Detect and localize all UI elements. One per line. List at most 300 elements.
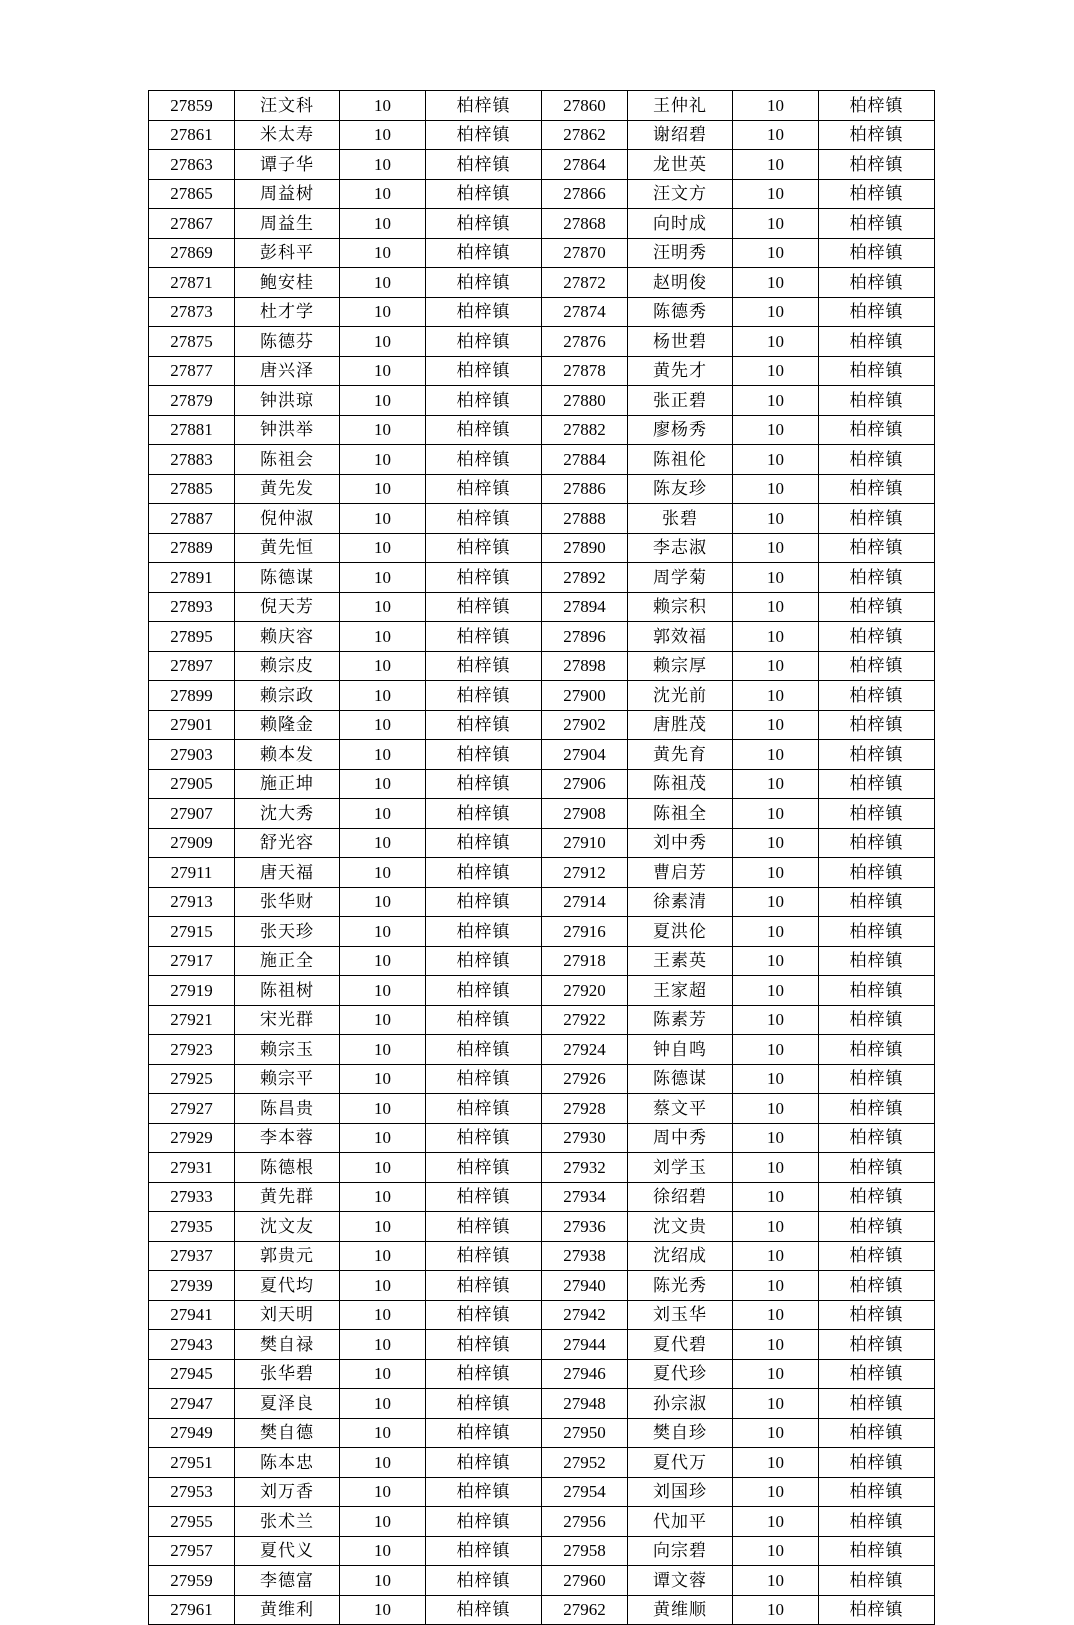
cell-name: 唐天福 (235, 858, 340, 888)
cell-id: 27894 (542, 592, 628, 622)
cell-amount: 10 (733, 120, 819, 150)
cell-id: 27924 (542, 1035, 628, 1065)
cell-amount: 10 (340, 1507, 426, 1537)
cell-town: 柏梓镇 (819, 415, 935, 445)
table-row (149, 91, 935, 121)
cell-id: 27864 (542, 150, 628, 180)
cell-id: 27944 (542, 1330, 628, 1360)
cell-town: 柏梓镇 (819, 563, 935, 593)
cell-name: 陈昌贵 (235, 1094, 340, 1124)
cell-name: 沈绍成 (628, 1241, 733, 1271)
cell-amount: 10 (340, 504, 426, 534)
cell-town: 柏梓镇 (426, 1005, 542, 1035)
cell-amount: 10 (340, 917, 426, 947)
cell-amount: 10 (733, 1094, 819, 1124)
cell-amount: 10 (340, 1212, 426, 1242)
cell-town: 柏梓镇 (426, 946, 542, 976)
cell-name: 陈祖茂 (628, 769, 733, 799)
cell-amount: 10 (340, 769, 426, 799)
cell-id: 27905 (149, 769, 235, 799)
cell-town: 柏梓镇 (819, 1064, 935, 1094)
cell-name: 谢绍碧 (628, 120, 733, 150)
cell-amount: 10 (340, 828, 426, 858)
table-row (149, 622, 935, 652)
cell-id: 27953 (149, 1477, 235, 1507)
cell-name: 赖宗积 (628, 592, 733, 622)
cell-id: 27872 (542, 268, 628, 298)
cell-amount: 10 (733, 1330, 819, 1360)
cell-town: 柏梓镇 (426, 504, 542, 534)
cell-name: 向宗碧 (628, 1536, 733, 1566)
cell-town: 柏梓镇 (819, 1241, 935, 1271)
cell-amount: 10 (733, 710, 819, 740)
cell-amount: 10 (340, 799, 426, 829)
cell-town: 柏梓镇 (426, 1123, 542, 1153)
table-row (149, 179, 935, 209)
cell-id: 27943 (149, 1330, 235, 1360)
cell-town: 柏梓镇 (426, 1536, 542, 1566)
cell-name: 黄先才 (628, 356, 733, 386)
cell-town: 柏梓镇 (426, 297, 542, 327)
cell-id: 27907 (149, 799, 235, 829)
cell-id: 27929 (149, 1123, 235, 1153)
table-row (149, 1271, 935, 1301)
cell-id: 27957 (149, 1536, 235, 1566)
cell-id: 27898 (542, 651, 628, 681)
cell-id: 27910 (542, 828, 628, 858)
cell-amount: 10 (340, 1330, 426, 1360)
cell-amount: 10 (733, 386, 819, 416)
cell-id: 27867 (149, 209, 235, 239)
cell-amount: 10 (733, 1271, 819, 1301)
cell-town: 柏梓镇 (819, 1212, 935, 1242)
cell-name: 陈光秀 (628, 1271, 733, 1301)
cell-amount: 10 (733, 356, 819, 386)
cell-id: 27919 (149, 976, 235, 1006)
cell-town: 柏梓镇 (426, 474, 542, 504)
table-row (149, 1182, 935, 1212)
cell-town: 柏梓镇 (819, 681, 935, 711)
cell-name: 刘中秀 (628, 828, 733, 858)
cell-amount: 10 (733, 1123, 819, 1153)
cell-town: 柏梓镇 (426, 622, 542, 652)
table-row (149, 1035, 935, 1065)
cell-id: 27891 (149, 563, 235, 593)
cell-name: 夏泽良 (235, 1389, 340, 1419)
cell-amount: 10 (733, 769, 819, 799)
table-row (149, 887, 935, 917)
cell-name: 黄维利 (235, 1595, 340, 1625)
cell-id: 27911 (149, 858, 235, 888)
cell-name: 郭贵元 (235, 1241, 340, 1271)
cell-id: 27878 (542, 356, 628, 386)
cell-town: 柏梓镇 (426, 858, 542, 888)
cell-id: 27925 (149, 1064, 235, 1094)
table-row (149, 592, 935, 622)
cell-id: 27920 (542, 976, 628, 1006)
cell-name: 施正全 (235, 946, 340, 976)
cell-name: 赖庆容 (235, 622, 340, 652)
cell-id: 27884 (542, 445, 628, 475)
cell-amount: 10 (340, 681, 426, 711)
cell-amount: 10 (733, 1507, 819, 1537)
table-row (149, 327, 935, 357)
cell-name: 钟洪琼 (235, 386, 340, 416)
cell-amount: 10 (733, 917, 819, 947)
cell-amount: 10 (340, 415, 426, 445)
cell-town: 柏梓镇 (819, 592, 935, 622)
table-row (149, 1566, 935, 1596)
cell-town: 柏梓镇 (819, 533, 935, 563)
cell-id: 27890 (542, 533, 628, 563)
cell-id: 27859 (149, 91, 235, 121)
cell-town: 柏梓镇 (819, 1182, 935, 1212)
cell-amount: 10 (340, 268, 426, 298)
cell-town: 柏梓镇 (819, 1300, 935, 1330)
table-row (149, 150, 935, 180)
table-row (149, 1212, 935, 1242)
table-row (149, 356, 935, 386)
cell-name: 刘学玉 (628, 1153, 733, 1183)
cell-name: 陈德芬 (235, 327, 340, 357)
cell-id: 27961 (149, 1595, 235, 1625)
cell-name: 汪明秀 (628, 238, 733, 268)
cell-amount: 10 (340, 1241, 426, 1271)
cell-town: 柏梓镇 (426, 651, 542, 681)
cell-id: 27862 (542, 120, 628, 150)
table-row (149, 415, 935, 445)
cell-name: 李德富 (235, 1566, 340, 1596)
table-row (149, 209, 935, 239)
cell-amount: 10 (340, 445, 426, 475)
cell-amount: 10 (340, 887, 426, 917)
cell-id: 27888 (542, 504, 628, 534)
cell-amount: 10 (733, 563, 819, 593)
cell-id: 27955 (149, 1507, 235, 1537)
cell-town: 柏梓镇 (426, 1064, 542, 1094)
cell-name: 赖宗平 (235, 1064, 340, 1094)
cell-name: 曹启芳 (628, 858, 733, 888)
cell-id: 27946 (542, 1359, 628, 1389)
cell-name: 夏代万 (628, 1448, 733, 1478)
cell-amount: 10 (340, 120, 426, 150)
cell-amount: 10 (340, 1153, 426, 1183)
cell-amount: 10 (733, 828, 819, 858)
cell-id: 27936 (542, 1212, 628, 1242)
cell-town: 柏梓镇 (426, 799, 542, 829)
cell-town: 柏梓镇 (819, 327, 935, 357)
cell-name: 沈文贵 (628, 1212, 733, 1242)
cell-town: 柏梓镇 (426, 268, 542, 298)
cell-id: 27899 (149, 681, 235, 711)
table-row (149, 1477, 935, 1507)
cell-town: 柏梓镇 (819, 209, 935, 239)
cell-amount: 10 (340, 592, 426, 622)
cell-amount: 10 (340, 1595, 426, 1625)
cell-name: 彭科平 (235, 238, 340, 268)
cell-amount: 10 (733, 327, 819, 357)
table-row (149, 445, 935, 475)
cell-town: 柏梓镇 (426, 976, 542, 1006)
cell-town: 柏梓镇 (819, 1035, 935, 1065)
cell-id: 27860 (542, 91, 628, 121)
cell-town: 柏梓镇 (819, 651, 935, 681)
cell-town: 柏梓镇 (426, 1595, 542, 1625)
cell-amount: 10 (733, 946, 819, 976)
cell-town: 柏梓镇 (426, 1153, 542, 1183)
cell-name: 樊自德 (235, 1418, 340, 1448)
cell-id: 27945 (149, 1359, 235, 1389)
cell-amount: 10 (340, 1359, 426, 1389)
table-row (149, 1330, 935, 1360)
cell-name: 赖隆金 (235, 710, 340, 740)
cell-amount: 10 (733, 1182, 819, 1212)
cell-name: 赖本发 (235, 740, 340, 770)
cell-amount: 10 (733, 976, 819, 1006)
cell-amount: 10 (340, 563, 426, 593)
cell-town: 柏梓镇 (819, 1330, 935, 1360)
cell-name: 孙宗淑 (628, 1389, 733, 1419)
cell-town: 柏梓镇 (426, 415, 542, 445)
cell-town: 柏梓镇 (426, 1300, 542, 1330)
cell-town: 柏梓镇 (819, 858, 935, 888)
cell-id: 27886 (542, 474, 628, 504)
cell-amount: 10 (340, 710, 426, 740)
cell-name: 龙世英 (628, 150, 733, 180)
cell-amount: 10 (733, 1153, 819, 1183)
cell-id: 27906 (542, 769, 628, 799)
cell-name: 张碧 (628, 504, 733, 534)
cell-name: 陈德谋 (628, 1064, 733, 1094)
table-row (149, 1153, 935, 1183)
cell-town: 柏梓镇 (819, 622, 935, 652)
cell-id: 27916 (542, 917, 628, 947)
cell-town: 柏梓镇 (426, 710, 542, 740)
table-body (149, 91, 935, 1625)
cell-town: 柏梓镇 (426, 1330, 542, 1360)
cell-town: 柏梓镇 (819, 1477, 935, 1507)
cell-name: 张术兰 (235, 1507, 340, 1537)
cell-town: 柏梓镇 (426, 1566, 542, 1596)
cell-amount: 10 (733, 1035, 819, 1065)
cell-id: 27909 (149, 828, 235, 858)
cell-id: 27938 (542, 1241, 628, 1271)
cell-id: 27949 (149, 1418, 235, 1448)
cell-amount: 10 (733, 1241, 819, 1271)
cell-amount: 10 (340, 238, 426, 268)
cell-amount: 10 (340, 474, 426, 504)
cell-town: 柏梓镇 (819, 1536, 935, 1566)
cell-town: 柏梓镇 (819, 1123, 935, 1153)
cell-amount: 10 (733, 740, 819, 770)
cell-town: 柏梓镇 (819, 120, 935, 150)
cell-name: 黄维顺 (628, 1595, 733, 1625)
cell-amount: 10 (733, 1389, 819, 1419)
table-row (149, 1389, 935, 1419)
cell-name: 赵明俊 (628, 268, 733, 298)
cell-amount: 10 (733, 858, 819, 888)
cell-name: 杜才学 (235, 297, 340, 327)
cell-amount: 10 (340, 209, 426, 239)
table-row (149, 917, 935, 947)
cell-id: 27939 (149, 1271, 235, 1301)
table-row (149, 651, 935, 681)
cell-amount: 10 (340, 1448, 426, 1478)
cell-town: 柏梓镇 (426, 828, 542, 858)
cell-name: 张天珍 (235, 917, 340, 947)
cell-name: 向时成 (628, 209, 733, 239)
cell-name: 陈友珍 (628, 474, 733, 504)
cell-town: 柏梓镇 (426, 179, 542, 209)
cell-amount: 10 (733, 533, 819, 563)
cell-id: 27956 (542, 1507, 628, 1537)
cell-amount: 10 (340, 1477, 426, 1507)
cell-town: 柏梓镇 (819, 769, 935, 799)
cell-town: 柏梓镇 (819, 445, 935, 475)
cell-amount: 10 (340, 1094, 426, 1124)
cell-id: 27875 (149, 327, 235, 357)
cell-town: 柏梓镇 (819, 179, 935, 209)
cell-id: 27892 (542, 563, 628, 593)
cell-amount: 10 (340, 976, 426, 1006)
table-row (149, 1241, 935, 1271)
cell-id: 27933 (149, 1182, 235, 1212)
cell-id: 27926 (542, 1064, 628, 1094)
cell-id: 27951 (149, 1448, 235, 1478)
cell-amount: 10 (340, 858, 426, 888)
cell-id: 27922 (542, 1005, 628, 1035)
cell-name: 杨世碧 (628, 327, 733, 357)
beneficiary-roster-table (148, 90, 935, 1625)
cell-amount: 10 (733, 415, 819, 445)
cell-id: 27918 (542, 946, 628, 976)
cell-id: 27917 (149, 946, 235, 976)
cell-name: 赖宗厚 (628, 651, 733, 681)
cell-name: 陈德秀 (628, 297, 733, 327)
cell-name: 陈祖会 (235, 445, 340, 475)
cell-name: 唐胜茂 (628, 710, 733, 740)
cell-amount: 10 (340, 1300, 426, 1330)
cell-id: 27923 (149, 1035, 235, 1065)
cell-name: 黄先发 (235, 474, 340, 504)
cell-town: 柏梓镇 (819, 946, 935, 976)
cell-town: 柏梓镇 (819, 1418, 935, 1448)
cell-amount: 10 (340, 740, 426, 770)
cell-amount: 10 (733, 91, 819, 121)
cell-amount: 10 (340, 1418, 426, 1448)
table-row (149, 769, 935, 799)
cell-name: 蔡文平 (628, 1094, 733, 1124)
cell-town: 柏梓镇 (819, 1595, 935, 1625)
cell-name: 夏代均 (235, 1271, 340, 1301)
cell-town: 柏梓镇 (426, 1035, 542, 1065)
cell-amount: 10 (733, 1595, 819, 1625)
cell-name: 张华碧 (235, 1359, 340, 1389)
cell-town: 柏梓镇 (819, 887, 935, 917)
table-row (149, 1123, 935, 1153)
cell-amount: 10 (340, 533, 426, 563)
cell-id: 27902 (542, 710, 628, 740)
cell-name: 李本蓉 (235, 1123, 340, 1153)
cell-id: 27912 (542, 858, 628, 888)
cell-name: 赖宗政 (235, 681, 340, 711)
cell-town: 柏梓镇 (819, 917, 935, 947)
cell-amount: 10 (340, 179, 426, 209)
cell-name: 周益树 (235, 179, 340, 209)
table-row (149, 563, 935, 593)
cell-town: 柏梓镇 (426, 592, 542, 622)
cell-name: 倪天芳 (235, 592, 340, 622)
cell-name: 徐绍碧 (628, 1182, 733, 1212)
cell-id: 27893 (149, 592, 235, 622)
cell-amount: 10 (733, 238, 819, 268)
cell-town: 柏梓镇 (819, 1153, 935, 1183)
cell-id: 27879 (149, 386, 235, 416)
cell-id: 27913 (149, 887, 235, 917)
cell-town: 柏梓镇 (426, 356, 542, 386)
table-row (149, 681, 935, 711)
cell-amount: 10 (733, 1064, 819, 1094)
table-row (149, 1536, 935, 1566)
cell-town: 柏梓镇 (426, 1507, 542, 1537)
cell-id: 27960 (542, 1566, 628, 1596)
cell-id: 27921 (149, 1005, 235, 1035)
cell-town: 柏梓镇 (819, 91, 935, 121)
cell-name: 黄先群 (235, 1182, 340, 1212)
cell-name: 徐素清 (628, 887, 733, 917)
cell-name: 施正坤 (235, 769, 340, 799)
cell-id: 27861 (149, 120, 235, 150)
cell-id: 27897 (149, 651, 235, 681)
cell-amount: 10 (340, 946, 426, 976)
cell-name: 米太寿 (235, 120, 340, 150)
cell-name: 樊自禄 (235, 1330, 340, 1360)
cell-name: 宋光群 (235, 1005, 340, 1035)
cell-name: 黄先恒 (235, 533, 340, 563)
cell-town: 柏梓镇 (819, 828, 935, 858)
table-row (149, 238, 935, 268)
cell-town: 柏梓镇 (819, 386, 935, 416)
cell-amount: 10 (733, 474, 819, 504)
cell-id: 27882 (542, 415, 628, 445)
cell-amount: 10 (733, 592, 819, 622)
cell-amount: 10 (340, 356, 426, 386)
cell-amount: 10 (733, 1300, 819, 1330)
cell-town: 柏梓镇 (426, 917, 542, 947)
cell-amount: 10 (733, 1448, 819, 1478)
cell-name: 郭效福 (628, 622, 733, 652)
cell-town: 柏梓镇 (819, 1094, 935, 1124)
cell-name: 王仲礼 (628, 91, 733, 121)
table-row (149, 1595, 935, 1625)
cell-name: 陈素芳 (628, 1005, 733, 1035)
cell-id: 27903 (149, 740, 235, 770)
cell-amount: 10 (733, 1212, 819, 1242)
table-row (149, 799, 935, 829)
cell-id: 27947 (149, 1389, 235, 1419)
cell-id: 27935 (149, 1212, 235, 1242)
cell-name: 倪仲淑 (235, 504, 340, 534)
cell-id: 27941 (149, 1300, 235, 1330)
cell-name: 舒光容 (235, 828, 340, 858)
cell-town: 柏梓镇 (819, 1389, 935, 1419)
cell-name: 谭文蓉 (628, 1566, 733, 1596)
cell-id: 27927 (149, 1094, 235, 1124)
cell-id: 27868 (542, 209, 628, 239)
cell-name: 刘玉华 (628, 1300, 733, 1330)
cell-id: 27950 (542, 1418, 628, 1448)
table-row (149, 1418, 935, 1448)
